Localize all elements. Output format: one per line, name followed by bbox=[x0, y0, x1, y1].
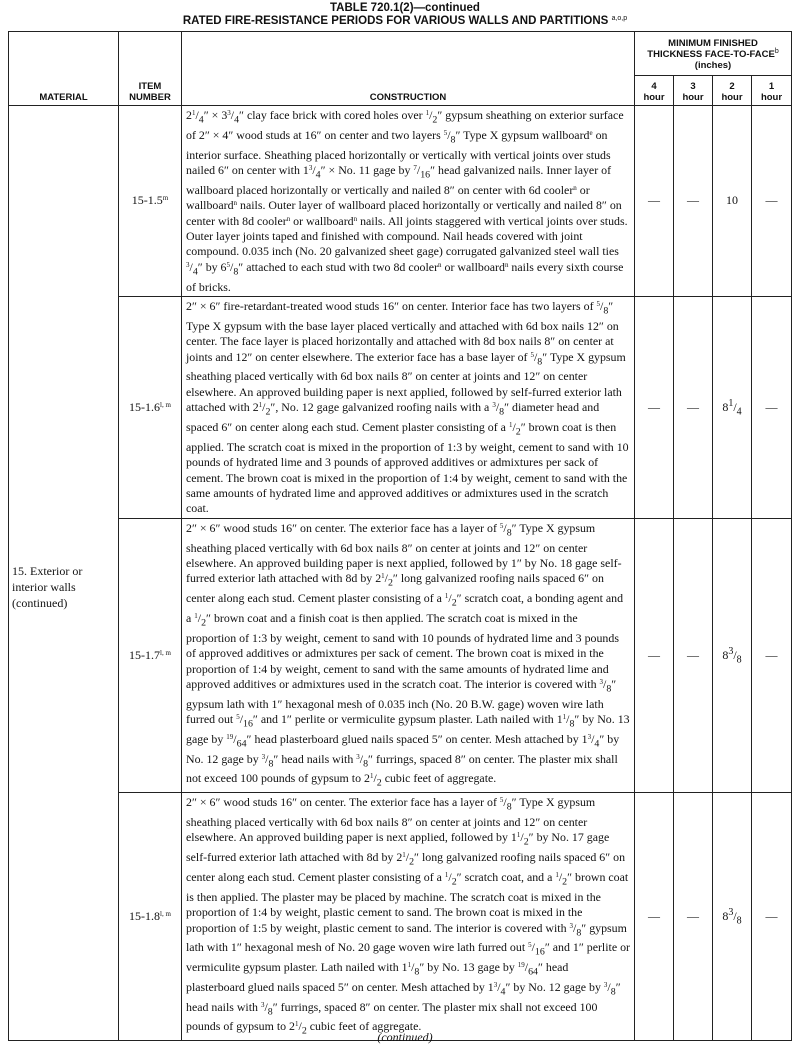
header-min-line2-text: THICKNESS FACE-TO-FACE bbox=[647, 49, 775, 60]
value-2-hour: $8^3/_8$ bbox=[713, 518, 752, 792]
table-title: TABLE 720.1(2)—continued bbox=[330, 2, 480, 14]
item-number: 15-1.8 bbox=[129, 909, 161, 924]
value-4-hour: — bbox=[635, 793, 674, 1041]
header-1-hour bbox=[752, 76, 792, 106]
value-4-hour: — bbox=[635, 518, 674, 792]
value-1-hour: — bbox=[752, 106, 792, 297]
header-4-hour-num: 4 bbox=[651, 81, 657, 92]
header-1-hour-num: 1 bbox=[768, 81, 775, 92]
item-number-cell bbox=[119, 793, 182, 1041]
value-1-hour: — bbox=[752, 296, 792, 518]
header-2-hour-num: 2 bbox=[729, 81, 735, 92]
table-row bbox=[9, 518, 792, 792]
table-row bbox=[9, 106, 792, 297]
item-footnote: l, m bbox=[160, 910, 171, 919]
table-row bbox=[9, 793, 792, 1041]
header-2-hour bbox=[713, 76, 752, 106]
item-footnote: m bbox=[162, 194, 169, 203]
value-2-hour: 10 bbox=[713, 106, 752, 297]
header-item-number bbox=[119, 32, 182, 106]
item-number: 15-1.6 bbox=[129, 399, 161, 414]
material-line2: interior walls bbox=[12, 580, 76, 595]
header-material: MATERIAL bbox=[9, 32, 119, 106]
fire-resistance-table bbox=[8, 31, 792, 1041]
header-item-line1: ITEM bbox=[138, 81, 162, 92]
header-construction: CONSTRUCTION bbox=[182, 32, 635, 106]
table-subtitle-text: RATED FIRE-RESISTANCE PERIODS FOR VARIOUS WALLS AND PARTITIONS bbox=[182, 15, 609, 27]
construction-cell: 2″ × 6″ wood studs 16″ on center. The exterior face has a layer of $^5/_8''$ Type X gypsum sheathing placed vertically with 6d box nails 8″ on center at joints and 12″ on center elsewhere. An approved building paper is next applied, followed by 1″ by No. 18 gage self-furred exterior lath attached with 8d by $2^1/_2''$ long galvanized roofing nails spaced 6″ on center along each stud. Cement plaster consisting of a $^1/_2''$ scratch coat, a bonding agent and a $^1/_2''$ brown coat and a finish coat is then applied. The scratch coat is mixed in the proportion of 1:3 by weight, cement to sand with 10 pounds of hydrated lime and 3 pounds of approved additives or admixtures per sack of cement. The brown coat is mixed in the proportion of 1:4 by weight, cement to sand with the same amounts of hydrated lime and approved additives or admixtures used in the scratch coat. The interior is covered with $^3/_8''$ gypsum lath with 1″ hexagonal mesh of 0.035 inch (No. 20 B.W. gage) woven wire lath furred out $^5/_{16}''$ and 1″ perlite or vermiculite gypsum plaster. Lath nailed with $1^1/_8''$ by No. 13 gage by $^{19}/_{64}''$ head plasterboard glued nails spaced 5″ on center. Mesh attached by $1^3/_4''$ by No. 12 gage by $^3/_8''$ head nails with $^3/_8''$ furrings, spaced 8″ on center. The plaster mix shall not exceed 100 pounds of gypsum to $2^1/_2$ cubic feet of aggregate. bbox=[182, 518, 635, 792]
item-number-cell bbox=[119, 296, 182, 518]
header-min-units: (inches) bbox=[694, 60, 732, 71]
construction-cell: 2″ × 6″ wood studs 16″ on center. The exterior face has a layer of $^5/_8''$ Type X gypsum sheathing placed vertically with 6d box nails 8″ on center at joints and 12″ on center elsewhere. An approved building paper is next applied, followed by $1^1/_2''$ by No. 17 gage self-furred exterior lath attached with 8d by $2^1/_2''$ long galvanized roofing nails spaced 6″ on center along each stud. Cement plaster consisting of a $^1/_2''$ scratch coat, and a $^1/_2''$ brown coat is then applied. The plaster may be placed by machine. The scratch coat is mixed in the proportion of 1:4 by weight, plastic cement to sand. The brown coat is mixed in the proportion of 1:5 by weight, plastic cement to sand. The interior is covered with $^3/_8''$ gypsum lath with 1″ hexagonal mesh of No. 20 gage woven wire lath furred out $^5/_{16}''$ and 1″ perlite or vermiculite gypsum plaster. Lath nailed with $1^1/_8''$ by No. 13 gage by $^{19}/_{64}''$ head plasterboard glued nails spaced 5″ on center. Mesh attached by $1^3/_4''$ by No. 12 gage by $^3/_8''$ head nails with $^3/_8''$ furrings, spaced 8″ on center. The plaster mix shall not exceed 100 pounds of gypsum to $2^1/_2$ cubic feet of aggregate. bbox=[182, 793, 635, 1041]
table-row bbox=[9, 296, 792, 518]
value-2-hour: $8^3/_8$ bbox=[713, 793, 752, 1041]
item-number-cell bbox=[119, 518, 182, 792]
header-3-hour-num: 3 bbox=[690, 81, 696, 92]
header-item-line2: NUMBER bbox=[129, 92, 171, 103]
item-number: 15-1.7 bbox=[129, 647, 161, 662]
item-footnote: l, m bbox=[160, 400, 171, 409]
value-3-hour: — bbox=[674, 106, 713, 297]
continued-note: (continued) bbox=[377, 1030, 433, 1044]
value-4-hour: — bbox=[635, 296, 674, 518]
table-subtitle-footnote: a,o,p bbox=[611, 15, 628, 22]
header-4-hour bbox=[635, 76, 674, 106]
item-footnote: l, m bbox=[160, 648, 171, 657]
material-line3: (continued) bbox=[12, 596, 68, 611]
value-3-hour: — bbox=[674, 793, 713, 1041]
header-min-line1: MINIMUM FINISHED bbox=[668, 38, 758, 49]
material-line1: 15. Exterior or bbox=[12, 564, 83, 579]
table-subtitle bbox=[0, 15, 810, 28]
header-3-hour-unit: hour bbox=[682, 92, 704, 103]
value-3-hour: — bbox=[674, 518, 713, 792]
item-number-cell bbox=[119, 106, 182, 297]
value-4-hour: — bbox=[635, 106, 674, 297]
header-4-hour-unit: hour bbox=[643, 92, 665, 103]
header-2-hour-unit: hour bbox=[721, 92, 743, 103]
header-min-thickness bbox=[635, 32, 792, 76]
header-3-hour bbox=[674, 76, 713, 106]
header-1-hour-unit: hour bbox=[760, 92, 783, 103]
value-3-hour: — bbox=[674, 296, 713, 518]
value-1-hour: — bbox=[752, 518, 792, 792]
material-cell bbox=[9, 106, 119, 1041]
item-number: 15-1.5 bbox=[131, 193, 163, 208]
header-min-footnote: b bbox=[774, 48, 779, 55]
construction-cell: $2^1/_4'' \times 3^3/_4''$ clay face brick with cored holes over $^1/_2''$ gypsum sheathing on exterior surface of 2″ × 4″ wood studs at 16″ on center and two layers $^5/_8''$ Type X gypsum wallboard$^e$ on interior surface. Sheathing placed horizontally or vertically with vertical joints over studs nailed 6″ on center with $1^3/_4'' \times No$. 11 gage by $^7/_{16}''$ head galvanized nails. Inner layer of wallboard placed horizontally or vertically and nailed 8″ on center with 6d cooler$^n$ or wallboard$^n$ nails. Outer layer of wallboard placed horizontally or vertically and nailed 8″ on center with 8d cooler$^n$ or wallboard$^n$ nails. All joints staggered with vertical joints over studs. Outer layer joints taped and finished with compound. Nail heads covered with joint compound. 0.035 inch (No. 20 galvanized sheet gage) corrugated galvanized steel wall ties $^3/_4''$ by $6^5/_8''$ attached to each stud with two 8d cooler$^n$ or wallboard$^n$ nails every sixth course of bricks. bbox=[182, 106, 635, 297]
value-1-hour: — bbox=[752, 793, 792, 1041]
value-2-hour: $8^1/_4$ bbox=[713, 296, 752, 518]
header-min-line2 bbox=[635, 49, 791, 60]
construction-cell: 2″ × 6″ fire-retardant-treated wood studs 16″ on center. Interior face has two layers of $^5/_8''$ Type X gypsum with the base layer placed vertically and attached with 6d box nails 12″ on center. The face layer is placed horizontally and attached with 8d box nails 8″ on center at joints and 12″ on center elsewhere. The exterior face has a base layer of $^5/_8''$ Type X gypsum sheathing placed vertically with 6d box nails 8″ on center at joints and 12″ on center elsewhere. An approved building paper is next applied, followed by self-furred exterior lath attached with $2^1/_2''$, No. 12 gage galvanized roofing nails with a $^3/_8''$ diameter head and spaced 6″ on center along each stud. Cement plaster consisting of a $^1/_2''$ brown coat is then applied. The scratch coat is mixed in the proportion of 1:3 by weight, cement to sand with 10 pounds of hydrated lime and 3 pounds of approved additives or admixtures per sack of cement. The brown coat is mixed in the proportion of 1:4 by weight, cement to sand with the same amounts of hydrated lime and approved additives or admixtures used in the scratch coat. bbox=[182, 296, 635, 518]
